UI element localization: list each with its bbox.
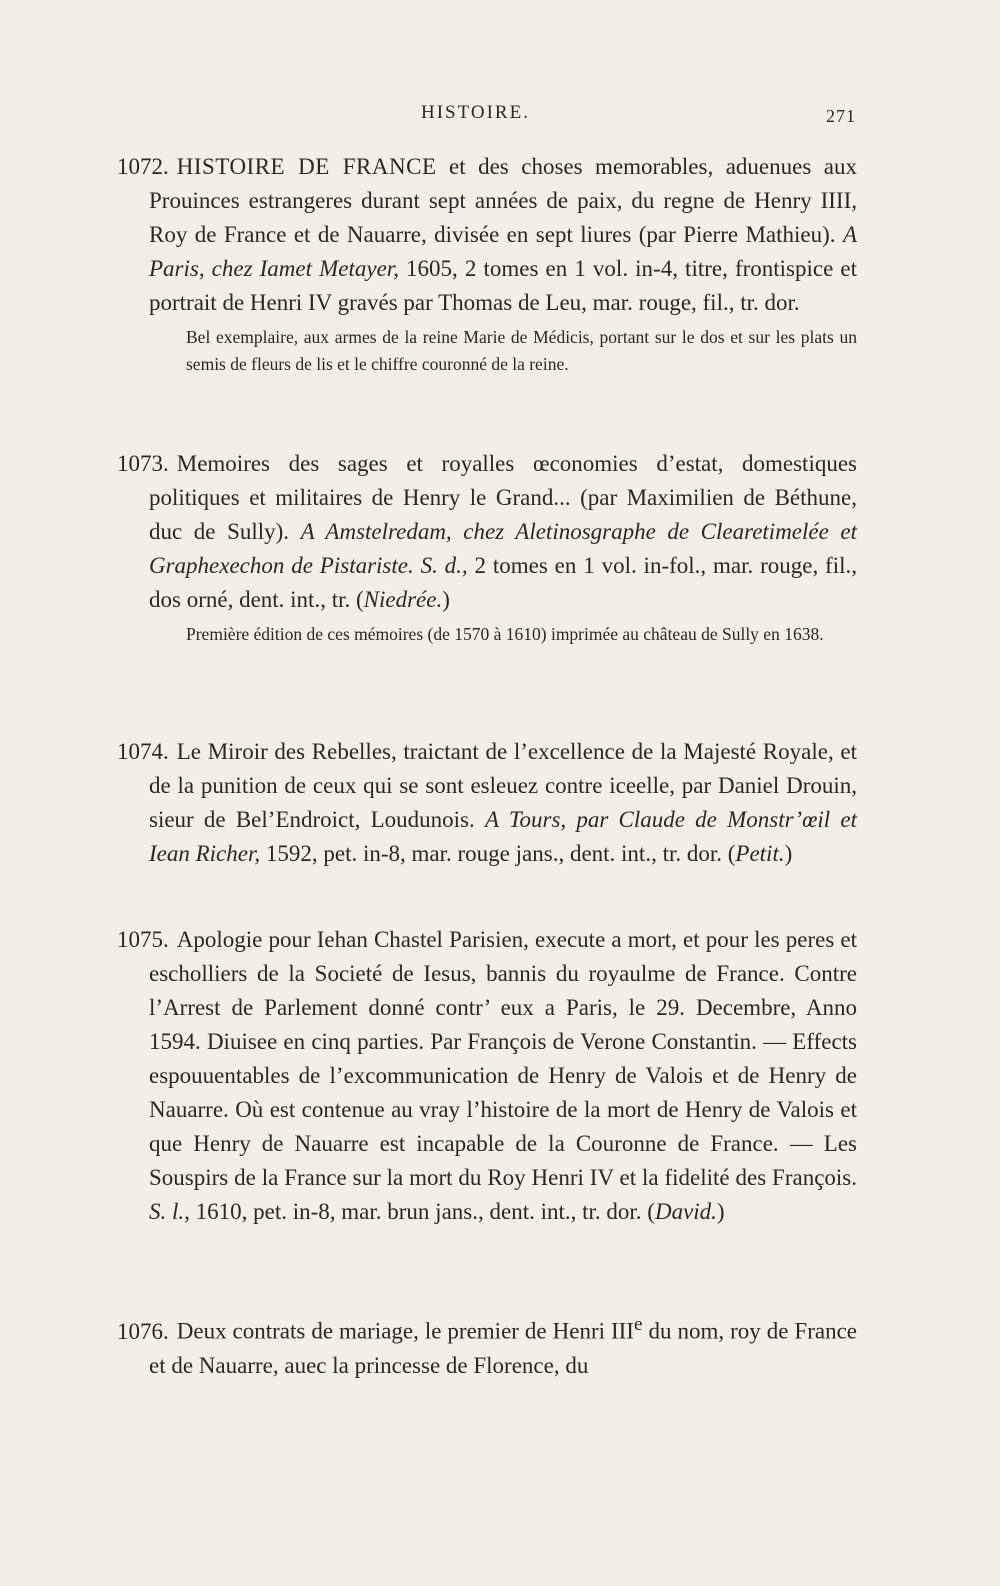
binder-name: Petit. [735, 841, 785, 866]
catalog-entry [117, 1308, 857, 1383]
entry-imprint: A Amstelredam, chez Aletinosgraphe de Clearetimelée et Graphexechon de Pistariste. S. d., [149, 519, 857, 578]
entry-number: 1073. [117, 451, 169, 476]
entry-note: Bel exemplaire, aux armes de la reine Marie de Médicis, portant sur le dos et sur les plats un semis de fleurs de lis et le chiffre couronné de la reine. [186, 327, 857, 374]
entry-imprint: A Paris, chez Iamet Metayer, [149, 222, 857, 281]
entry-description: Apologie pour Iehan Chastel Parisien, execute a mort, et pour les peres et escholliers de la Societé de Iesus, bannis du royaulme de France. Contre l’Arrest de Parlement donné contr’ eux a Paris, le 29. Decembre, Anno 1594. Diuisee en cinq parties. Par François de Verone Constantin. — Effects espouuentables de l’excommunication de Henry de Valois et de Henry de Nauarre. Où est contenue au vray l’histoire de la mort de Henry de Valois et que Henry de Nauarre est incapable de la Couronne de France. — Les Souspirs de la France sur la mort du Roy Henri IV et la fidelité des François. [149, 927, 857, 1190]
page-number: 271 [826, 106, 856, 126]
entry-text [117, 923, 857, 1229]
entry-number: 1075. [117, 927, 169, 952]
closing-paren: ) [716, 1199, 725, 1224]
entry-imprint: A Tours, par Claude de Monstr’œil et Iean Richer, [149, 807, 858, 866]
entry-description: 1610, pet. in-8, mar. brun jans., dent. int., tr. dor. ( [189, 1199, 655, 1224]
entry-text [117, 735, 857, 871]
entry-number: 1076. [117, 1318, 169, 1344]
entry-note: Première édition de ces mémoires (de 1570 à 1610) imprimée au château de Sully en 1638. [186, 624, 824, 644]
ordinal-superscript: e [633, 1314, 643, 1335]
entry-description: Le Miroir des Rebelles, traictant de l’excellence de la Majesté Royale, et de la punition de ceux qui se sont esleuez contre iceelle, par Daniel Drouin, sieur de Bel’Endroict, Loudunois. [149, 739, 857, 832]
entry-description: du nom, roy de France et de Nauarre, auec la princesse de Florence, du [149, 1318, 857, 1378]
entry-imprint: S. l., [149, 1199, 190, 1224]
entry-text [117, 150, 857, 320]
entry-description: 1592, pet. in-8, mar. rouge jans., dent. int., tr. dor. ( [260, 841, 736, 866]
binder-name: Niedrée. [363, 587, 443, 612]
entry-description: 1605, 2 tomes en 1 vol. in-4, titre, frontispice et portrait de Henri IV gravés par Thomas de Leu, mar. rouge, fil., tr. dor. [149, 256, 857, 315]
entry-number: 1072. [117, 154, 169, 179]
catalog-entry [117, 150, 857, 378]
catalog-entry [117, 447, 857, 648]
entry-description: et des choses memorables, aduenues aux Prouinces estrangeres durant sept années de paix, du regne de Henry IIII, Roy de France et de Nauarre, divisée en sept liures (par Pierre Mathieu). [149, 154, 857, 247]
binder-name: David. [654, 1199, 717, 1224]
entry-text [117, 1308, 857, 1383]
section-title: HISTOIRE. [421, 102, 530, 123]
entry-description: Memoires des sages et royalles œconomies d’estat, domestiques politiques et militaires de Henry le Grand... (par Maximilien de Béthune, duc de Sully). [149, 451, 857, 544]
entry-number: 1074. [117, 739, 169, 764]
catalog-entry [117, 735, 857, 871]
entry-description: 2 tomes en 1 vol. in-fol., mar. rouge, fil., dos orné, dent. int., tr. ( [149, 553, 857, 612]
closing-paren: ) [442, 587, 450, 612]
closing-paren: ) [784, 841, 793, 866]
catalog-entry [117, 923, 857, 1229]
entry-description: Deux contrats de mariage, le premier de Henri III [176, 1318, 634, 1344]
entry-title-caps: HISTOIRE DE FRANCE [176, 154, 437, 179]
entry-text [117, 447, 857, 617]
